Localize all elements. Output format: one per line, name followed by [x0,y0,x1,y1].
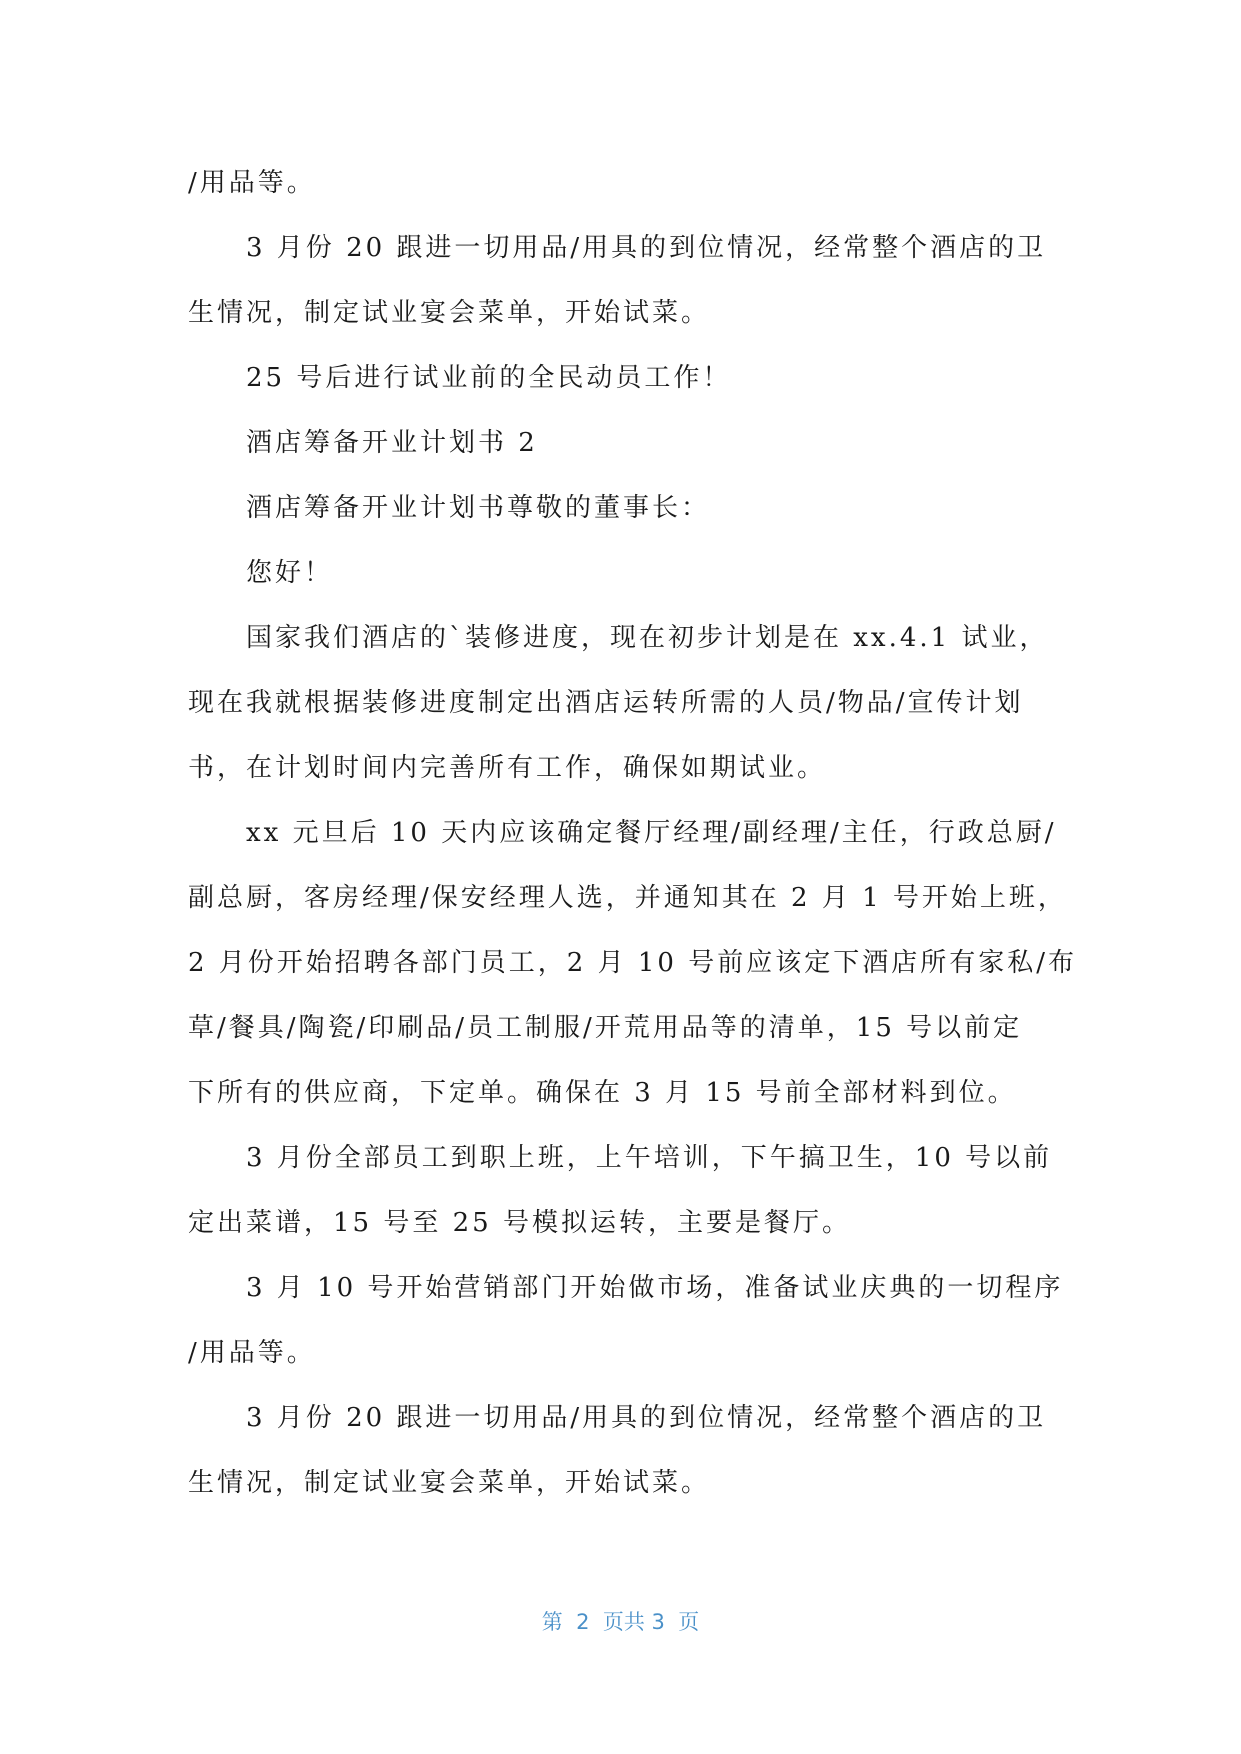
text-line: 下所有的供应商，下定单。确保在 3 月 15 号前全部材料到位。 [188,1078,1017,1108]
text-line: 草/餐具/陶瓷/印刷品/员工制服/开荒用品等的清单，15 号以前定 [188,1013,1023,1043]
text-line: 3 月份 20 跟进一切用品/用具的到位情况，经常整个酒店的卫 [246,1403,1047,1433]
text-line: 25 号后进行试业前的全民动员工作！ [246,363,732,393]
text-line: 书，在计划时间内完善所有工作，确保如期试业。 [188,753,827,783]
text-line: /用品等。 [188,168,316,198]
text-line: 定出菜谱，15 号至 25 号模拟运转，主要是餐厅。 [188,1208,851,1238]
text-line: 副总厨，客房经理/保安经理人选，并通知其在 2 月 1 号开始上班， [188,883,1067,913]
text-line: 3 月 10 号开始营销部门开始做市场，准备试业庆典的一切程序 [246,1273,1064,1303]
page-number-footer: 第 2 页共 3 页 [541,1610,700,1634]
text-line: 酒店筹备开业计划书尊敬的董事长： [246,493,711,523]
text-line: 3 月份全部员工到职上班，上午培训，下午搞卫生，10 号以前 [246,1143,1053,1173]
text-line: 3 月份 20 跟进一切用品/用具的到位情况，经常整个酒店的卫 [246,233,1047,263]
text-line: /用品等。 [188,1338,316,1368]
text-line: 生情况，制定试业宴会菜单，开始试菜。 [188,298,711,328]
text-line: xx 元旦后 10 天内应该确定餐厅经理/副经理/主任，行政总厨/ [246,818,1057,848]
section-heading: 酒店筹备开业计划书 2 [246,428,538,458]
text-line: 生情况，制定试业宴会菜单，开始试菜。 [188,1468,711,1498]
text-line: 国家我们酒店的`装修进度，现在初步计划是在 xx.4.1 试业， [246,623,1049,653]
text-line: 您好！ [246,558,334,588]
text-line: 2 月份开始招聘各部门员工，2 月 10 号前应该定下酒店所有家私/布 [188,948,1077,978]
text-line: 现在我就根据装修进度制定出酒店运转所需的人员/物品/宣传计划 [188,688,1024,718]
